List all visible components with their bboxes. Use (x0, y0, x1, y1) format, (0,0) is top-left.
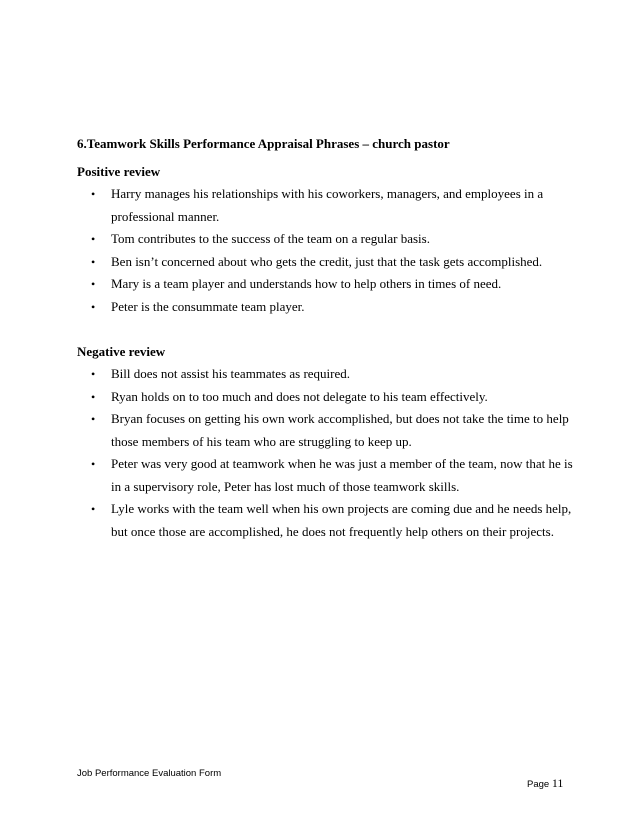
positive-review-list (77, 183, 577, 318)
list-item-text: Peter was very good at teamwork when he was just a member of the team, now that he is in a supervisory role, Peter has lost much of those teamwork skills. (111, 456, 573, 494)
list-item (77, 273, 577, 296)
list-item-text: Ben isn’t concerned about who gets the credit, just that the task gets accomplished. (111, 253, 543, 269)
page-number: 11 (551, 776, 564, 790)
list-item (77, 386, 577, 409)
list-item-text: Mary is a team player and understands how to help others in times of need. (111, 276, 502, 291)
bullet-icon: • (91, 299, 96, 314)
list-item-text: Harry manages his relationships with his coworkers, managers, and employees in a professional manner. (111, 186, 544, 224)
bullet-icon: • (91, 187, 96, 201)
bullet-icon: • (91, 457, 96, 471)
bullet-icon: • (91, 389, 96, 404)
list-item (77, 408, 577, 453)
bullet-icon: • (91, 502, 96, 516)
list-item (77, 183, 577, 228)
page-label: Page (527, 779, 550, 790)
list-item-text: Bryan focuses on getting his own work accomplished, but does not take the time to help those members of his team who are struggling to keep up. (111, 411, 569, 449)
positive-review-title: Positive review (77, 164, 161, 179)
list-item (77, 453, 577, 498)
bullet-icon: • (91, 367, 96, 381)
list-item-text: Tom contributes to the success of the team on a regular basis. (111, 231, 430, 246)
list-item-text: Bill does not assist his teammates as required. (111, 366, 351, 381)
page-title: 6.Teamwork Skills Performance Appraisal Phrases – church pastor (77, 136, 450, 151)
list-item (77, 296, 577, 319)
footer-form-name: Job Performance Evaluation Form (77, 768, 222, 779)
list-item-text: Ryan holds on to too much and does not delegate to his team effectively. (111, 388, 488, 404)
negative-review-title: Negative review (77, 344, 166, 359)
list-item (77, 363, 577, 386)
list-item (77, 228, 577, 251)
bullet-icon: • (91, 254, 96, 269)
list-item (77, 251, 577, 274)
bullet-icon: • (91, 277, 96, 291)
bullet-icon: • (91, 232, 96, 246)
document-body (77, 136, 577, 543)
footer-page-number (527, 777, 563, 791)
section-spacer (77, 318, 577, 344)
negative-review-list (77, 363, 577, 543)
bullet-icon: • (91, 412, 96, 426)
list-item-text: Lyle works with the team well when his own projects are coming due and he needs help, but once those are accomplished, he does not frequently help others on their projects. (111, 501, 572, 539)
list-item (77, 498, 577, 543)
list-item-text: Peter is the consummate team player. (111, 298, 305, 314)
